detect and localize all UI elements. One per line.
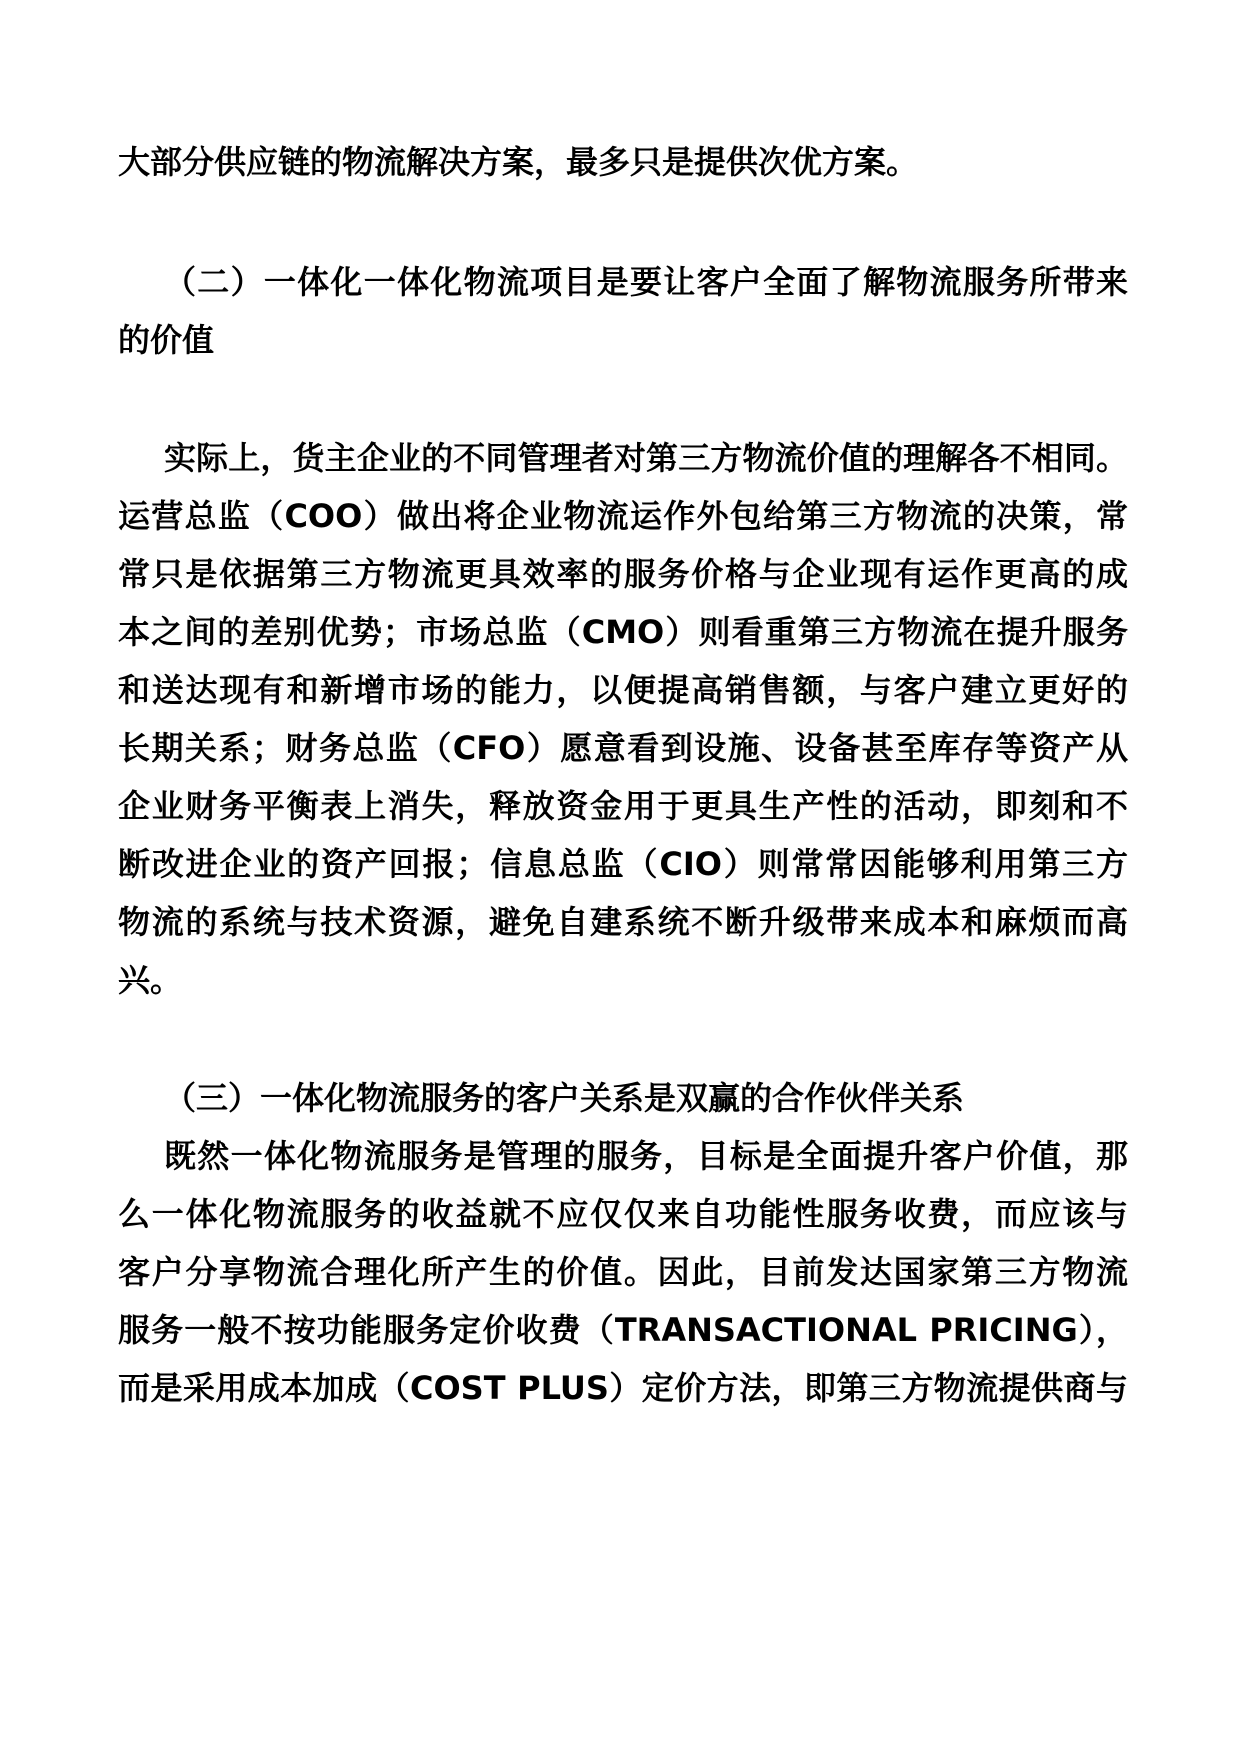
paragraph-line: 和送达现有和新增市场的能力，以便提高销售额，与客户建立更好的 xyxy=(118,671,1128,709)
paragraph-line: 既然一体化物流服务是管理的服务，目标是全面提升客户价值，那 xyxy=(164,1137,1128,1175)
paragraph-line: 实际上，货主企业的不同管理者对第三方物流价值的理解各不相同。 xyxy=(164,439,1128,477)
text-line: 大部分供应链的物流解决方案，最多只是提供次优方案。 xyxy=(118,143,919,181)
paragraph-line: 服务一般不按功能服务定价收费（TRANSACTIONAL PRICING）， xyxy=(118,1311,1128,1349)
paragraph-line: 断改进企业的资产回报；信息总监（CIO）则常常因能够利用第三方 xyxy=(118,845,1128,883)
paragraph-line: 本之间的差别优势；市场总监（CMO）则看重第三方物流在提升服务 xyxy=(118,613,1128,651)
section-heading-continuation: 的价值 xyxy=(118,321,215,359)
paragraph-line: 物流的系统与技术资源，避免自建系统不断升级带来成本和麻烦而高 xyxy=(118,903,1128,941)
paragraph-line: 长期关系；财务总监（CFO）愿意看到设施、设备甚至库存等资产从 xyxy=(118,729,1128,767)
paragraph-line: 兴。 xyxy=(118,961,183,999)
paragraph-line: 客户分享物流合理化所产生的价值。因此，目前发达国家第三方物流 xyxy=(118,1253,1128,1291)
section-heading: （三）一体化物流服务的客户关系是双赢的合作伙伴关系 xyxy=(164,1079,965,1117)
paragraph-line: 常只是依据第三方物流更具效率的服务价格与企业现有运作更高的成 xyxy=(118,555,1128,593)
paragraph-line: 运营总监（COO）做出将企业物流运作外包给第三方物流的决策，常 xyxy=(118,497,1128,535)
section-heading: （二）一体化一体化物流项目是要让客户全面了解物流服务所带来 xyxy=(164,263,1128,301)
paragraph-line: 而是采用成本加成（COST PLUS）定价方法，即第三方物流提供商与 xyxy=(118,1369,1128,1407)
paragraph-line: 企业财务平衡表上消失，释放资金用于更具生产性的活动，即刻和不 xyxy=(118,787,1128,825)
paragraph-line: 么一体化物流服务的收益就不应仅仅来自功能性服务收费，而应该与 xyxy=(118,1195,1128,1233)
